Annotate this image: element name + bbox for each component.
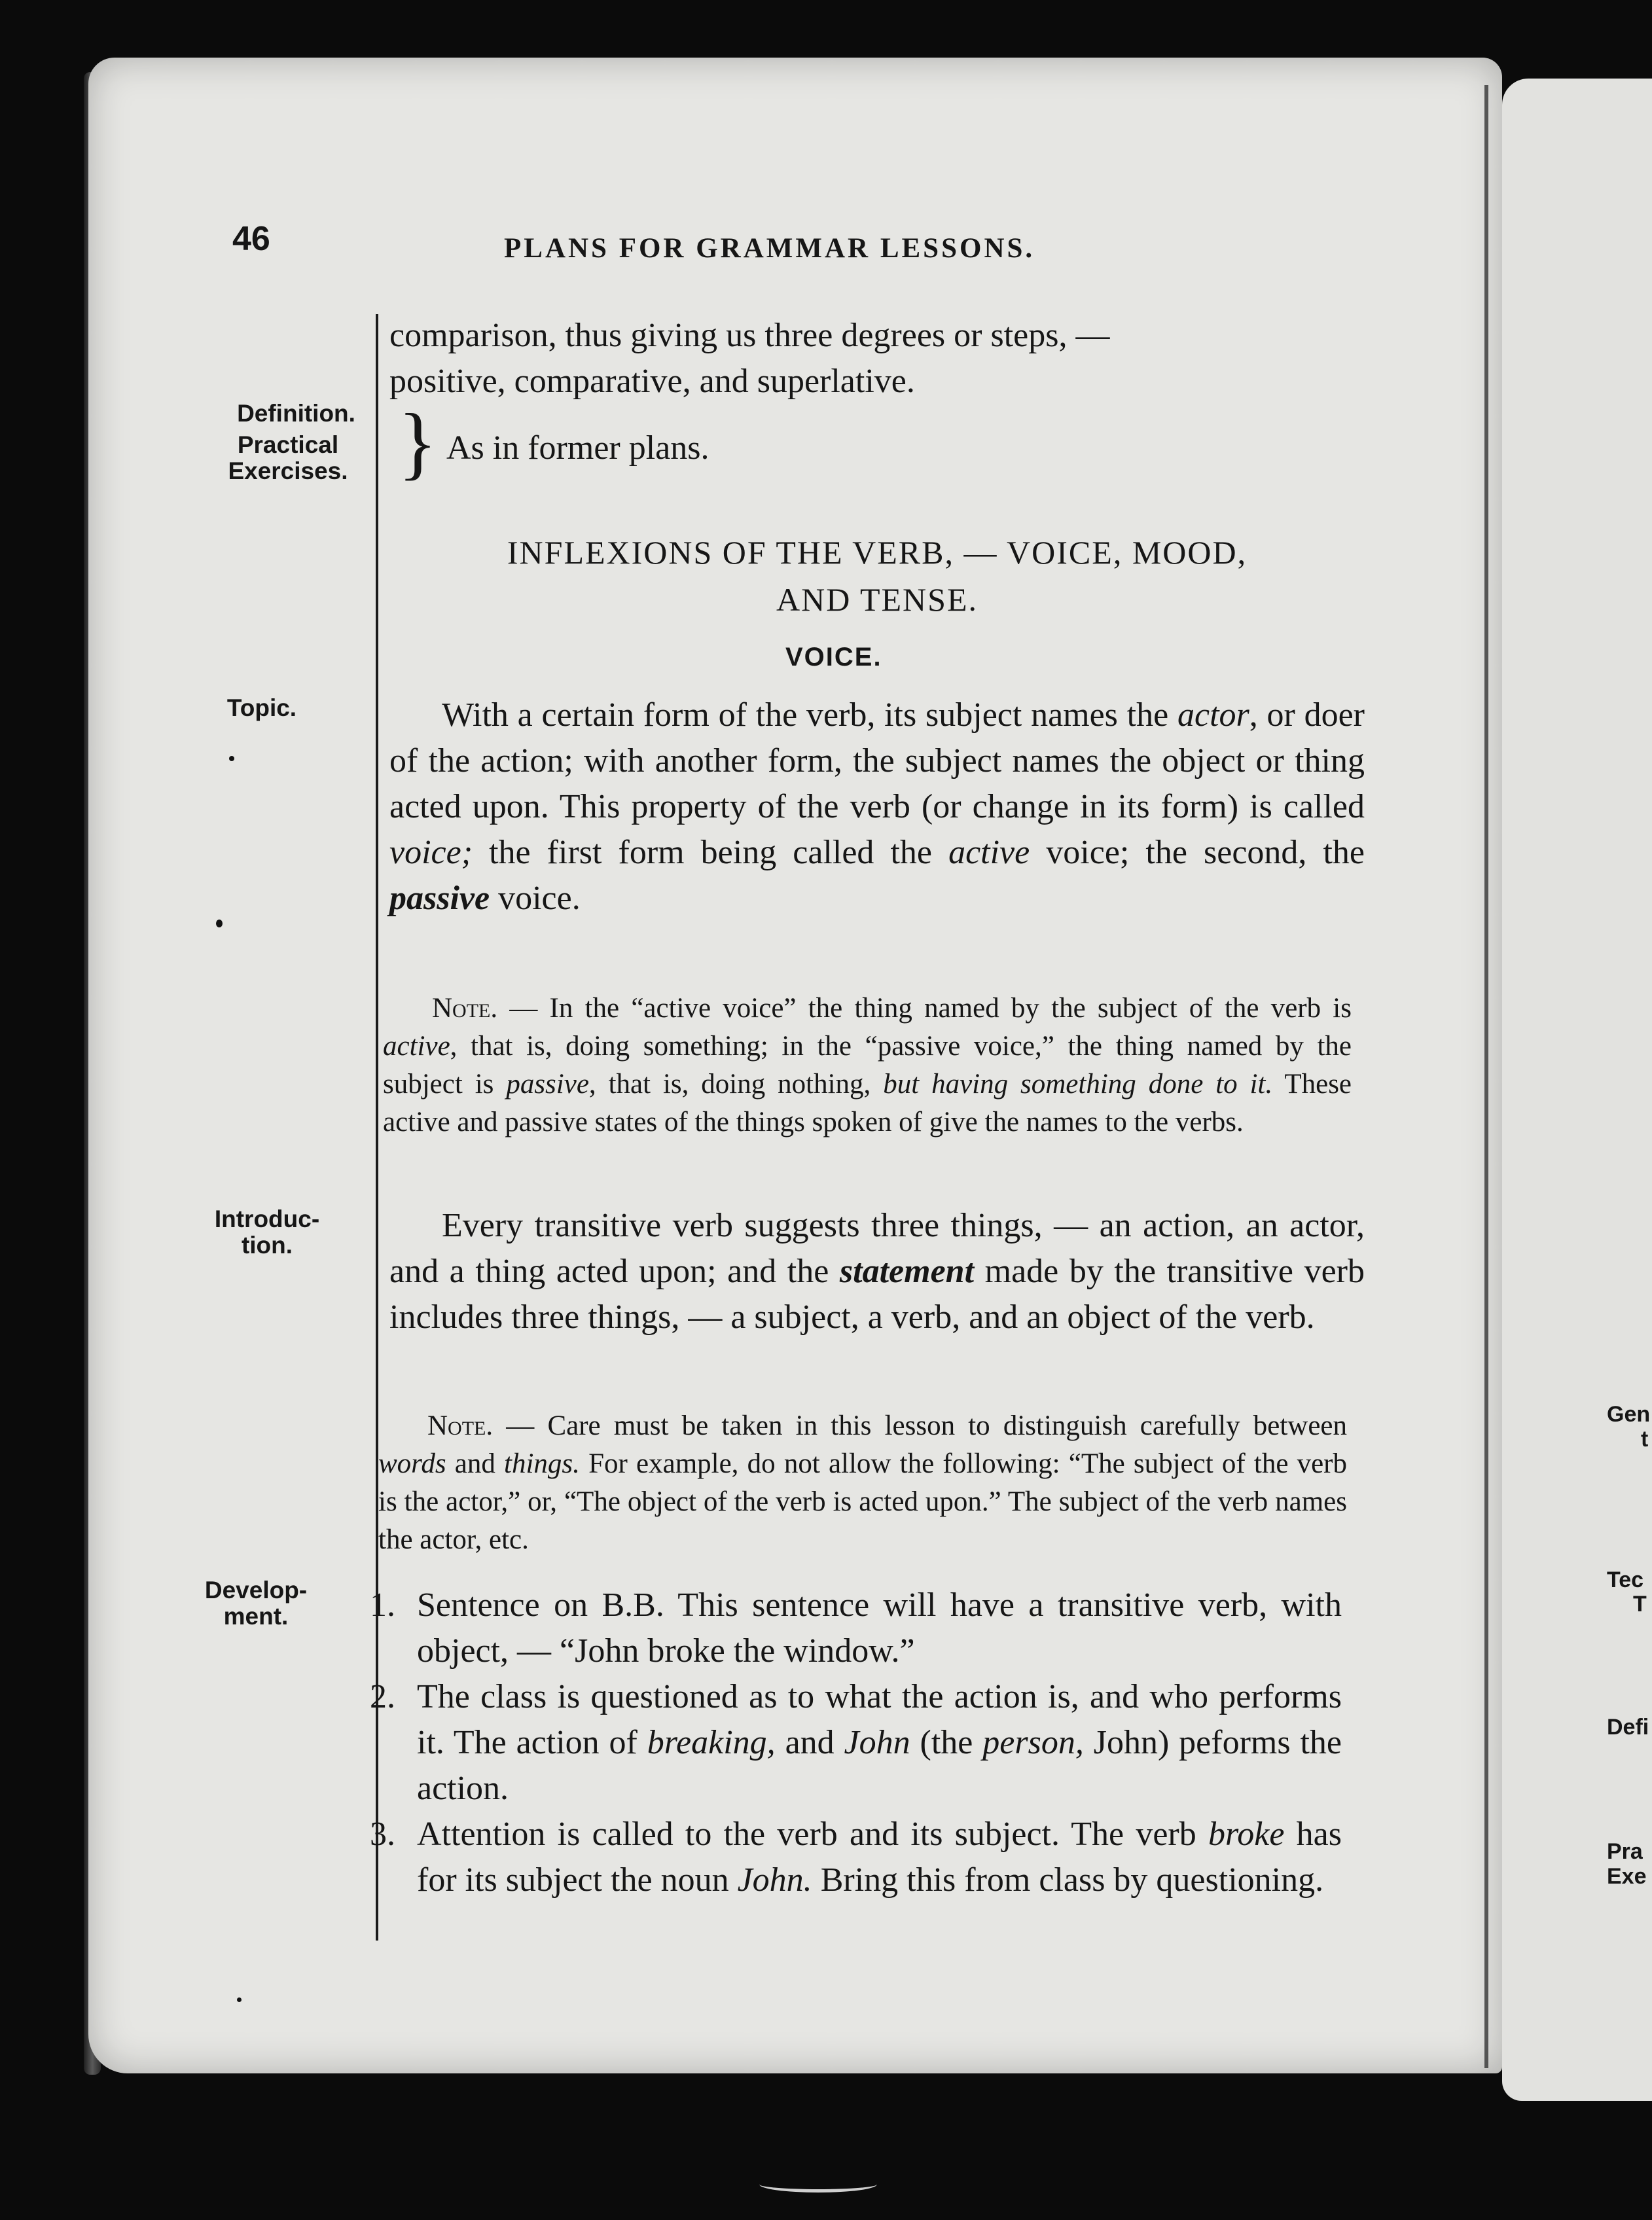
facing-fragment: T (1633, 1592, 1647, 1617)
facing-fragment: Defi (1607, 1715, 1649, 1740)
emphasis: words (378, 1448, 446, 1479)
continued-text (389, 313, 1365, 404)
emphasis: John. (737, 1861, 812, 1899)
step-text: Sentence on B.B. This sentence will have a transitive verb, with object, — “John broke the window.” (417, 1586, 1342, 1670)
text: — Care must be taken in this lesson to distinguish carefully between (493, 1410, 1347, 1441)
step-number: 2. (370, 1678, 395, 1715)
sidenote-topic: Topic. (226, 694, 297, 721)
step-text: Attention is called to the verb and its subject. The verb (417, 1816, 1208, 1853)
brace: } (398, 398, 437, 488)
emphasis: John (844, 1724, 910, 1761)
running-head: PLANS FOR GRAMMAR LESSONS. (504, 233, 1035, 264)
development-steps (370, 1583, 1342, 1903)
speck (216, 920, 223, 927)
step-text: John) peforms the action. (417, 1724, 1342, 1807)
note-label: Note. (432, 993, 498, 1024)
note-label: Note. (427, 1410, 494, 1441)
sidenote-development: Develop-ment. (204, 1577, 308, 1630)
continued-line: comparison, thus giving us three degrees or steps, — (389, 317, 1110, 354)
facing-fragment: Exe (1607, 1864, 1647, 1889)
heading-line: AND TENSE. (776, 581, 978, 618)
sidenote-practical-exercises: Practical Exercises. (228, 431, 348, 484)
step-number: 1. (370, 1586, 395, 1624)
heading-line: INFLEXIONS OF THE VERB, — VOICE, MOOD, (507, 534, 1248, 571)
text: — In the “active voice” the thing named by the subject of the verb is (497, 993, 1352, 1024)
text: Every transitive verb suggests three things, — an action, an actor, and a thing acted upon; and the (389, 1207, 1365, 1290)
text: , that is, doing nothing, (588, 1069, 884, 1100)
section-heading (406, 529, 1348, 623)
step-item (370, 1674, 1342, 1812)
emphasis: but having something done to it. (883, 1069, 1273, 1100)
text: , or doer of the action; with another form, the subject names the object or thing acted upon. This property of the verb (or change in its form) is called (389, 696, 1365, 825)
emphasis: actor (1177, 696, 1249, 734)
gutter-edge (1484, 85, 1488, 2068)
facing-fragment: Tec (1607, 1567, 1644, 1592)
emphasis: passive (506, 1069, 589, 1100)
text: , that is, doing something; in the “passive voice,” the thing named by the subject is (383, 1031, 1352, 1100)
emphasis: voice; (389, 834, 473, 871)
subheading: VOICE. (785, 643, 882, 671)
step-text: Bring this from class by questioning. (812, 1861, 1324, 1899)
speck (237, 1997, 242, 2002)
sidenote-definition: Definition. (237, 400, 355, 427)
continued-line: positive, comparative, and superlative. (389, 363, 915, 400)
facing-fragment: Pra (1607, 1839, 1643, 1864)
emphasis: active (948, 834, 1030, 871)
note-words-things (378, 1407, 1347, 1559)
facing-fragment: t (1641, 1427, 1649, 1452)
step-text: (the (910, 1724, 983, 1761)
emphasis: person, (982, 1724, 1084, 1761)
emphasis: statement (839, 1253, 975, 1290)
emphasis: active (383, 1031, 450, 1062)
text: With a certain form of the verb, its subject names the (442, 696, 1177, 734)
facing-page (1502, 79, 1652, 2101)
text: made by the transitive verb includes three things, — a subject, a verb, and an object of the verb. (389, 1253, 1365, 1336)
step-item (370, 1812, 1342, 1903)
emphasis: broke (1208, 1816, 1285, 1853)
step-text: has for its subject the noun (417, 1816, 1342, 1899)
emphasis: things. (504, 1448, 580, 1479)
introduction-paragraph (389, 1203, 1365, 1340)
text: voice. (490, 880, 581, 917)
text: and (446, 1448, 505, 1479)
page-number: 46 (232, 220, 270, 258)
text: the first form being called the (473, 834, 949, 871)
sidenote-introduction: Introduc-tion. (214, 1206, 320, 1259)
speck (229, 756, 234, 761)
former-plans: As in former plans. (446, 429, 709, 467)
topic-paragraph (389, 692, 1365, 922)
step-item (370, 1583, 1342, 1674)
step-text: and (775, 1724, 844, 1761)
step-number: 3. (370, 1816, 395, 1853)
note-voice (383, 990, 1352, 1141)
facing-fragment: Gen (1607, 1402, 1651, 1427)
emphasis: breaking, (647, 1724, 776, 1761)
emphasis: passive (389, 880, 490, 917)
text: For example, do not allow the following: “The subject of the verb is the actor,” or, “The object of the verb is acted upon.” The subject of the verb names the actor, etc. (378, 1448, 1347, 1555)
step-text: The class is questioned as to what the action is, and who performs it. The action of (417, 1678, 1342, 1761)
text: voice; the second, the (1030, 834, 1365, 871)
scan-artifact (759, 2176, 877, 2193)
text: These active and passive states of the things spoken of give the names to the verbs. (383, 1069, 1352, 1137)
